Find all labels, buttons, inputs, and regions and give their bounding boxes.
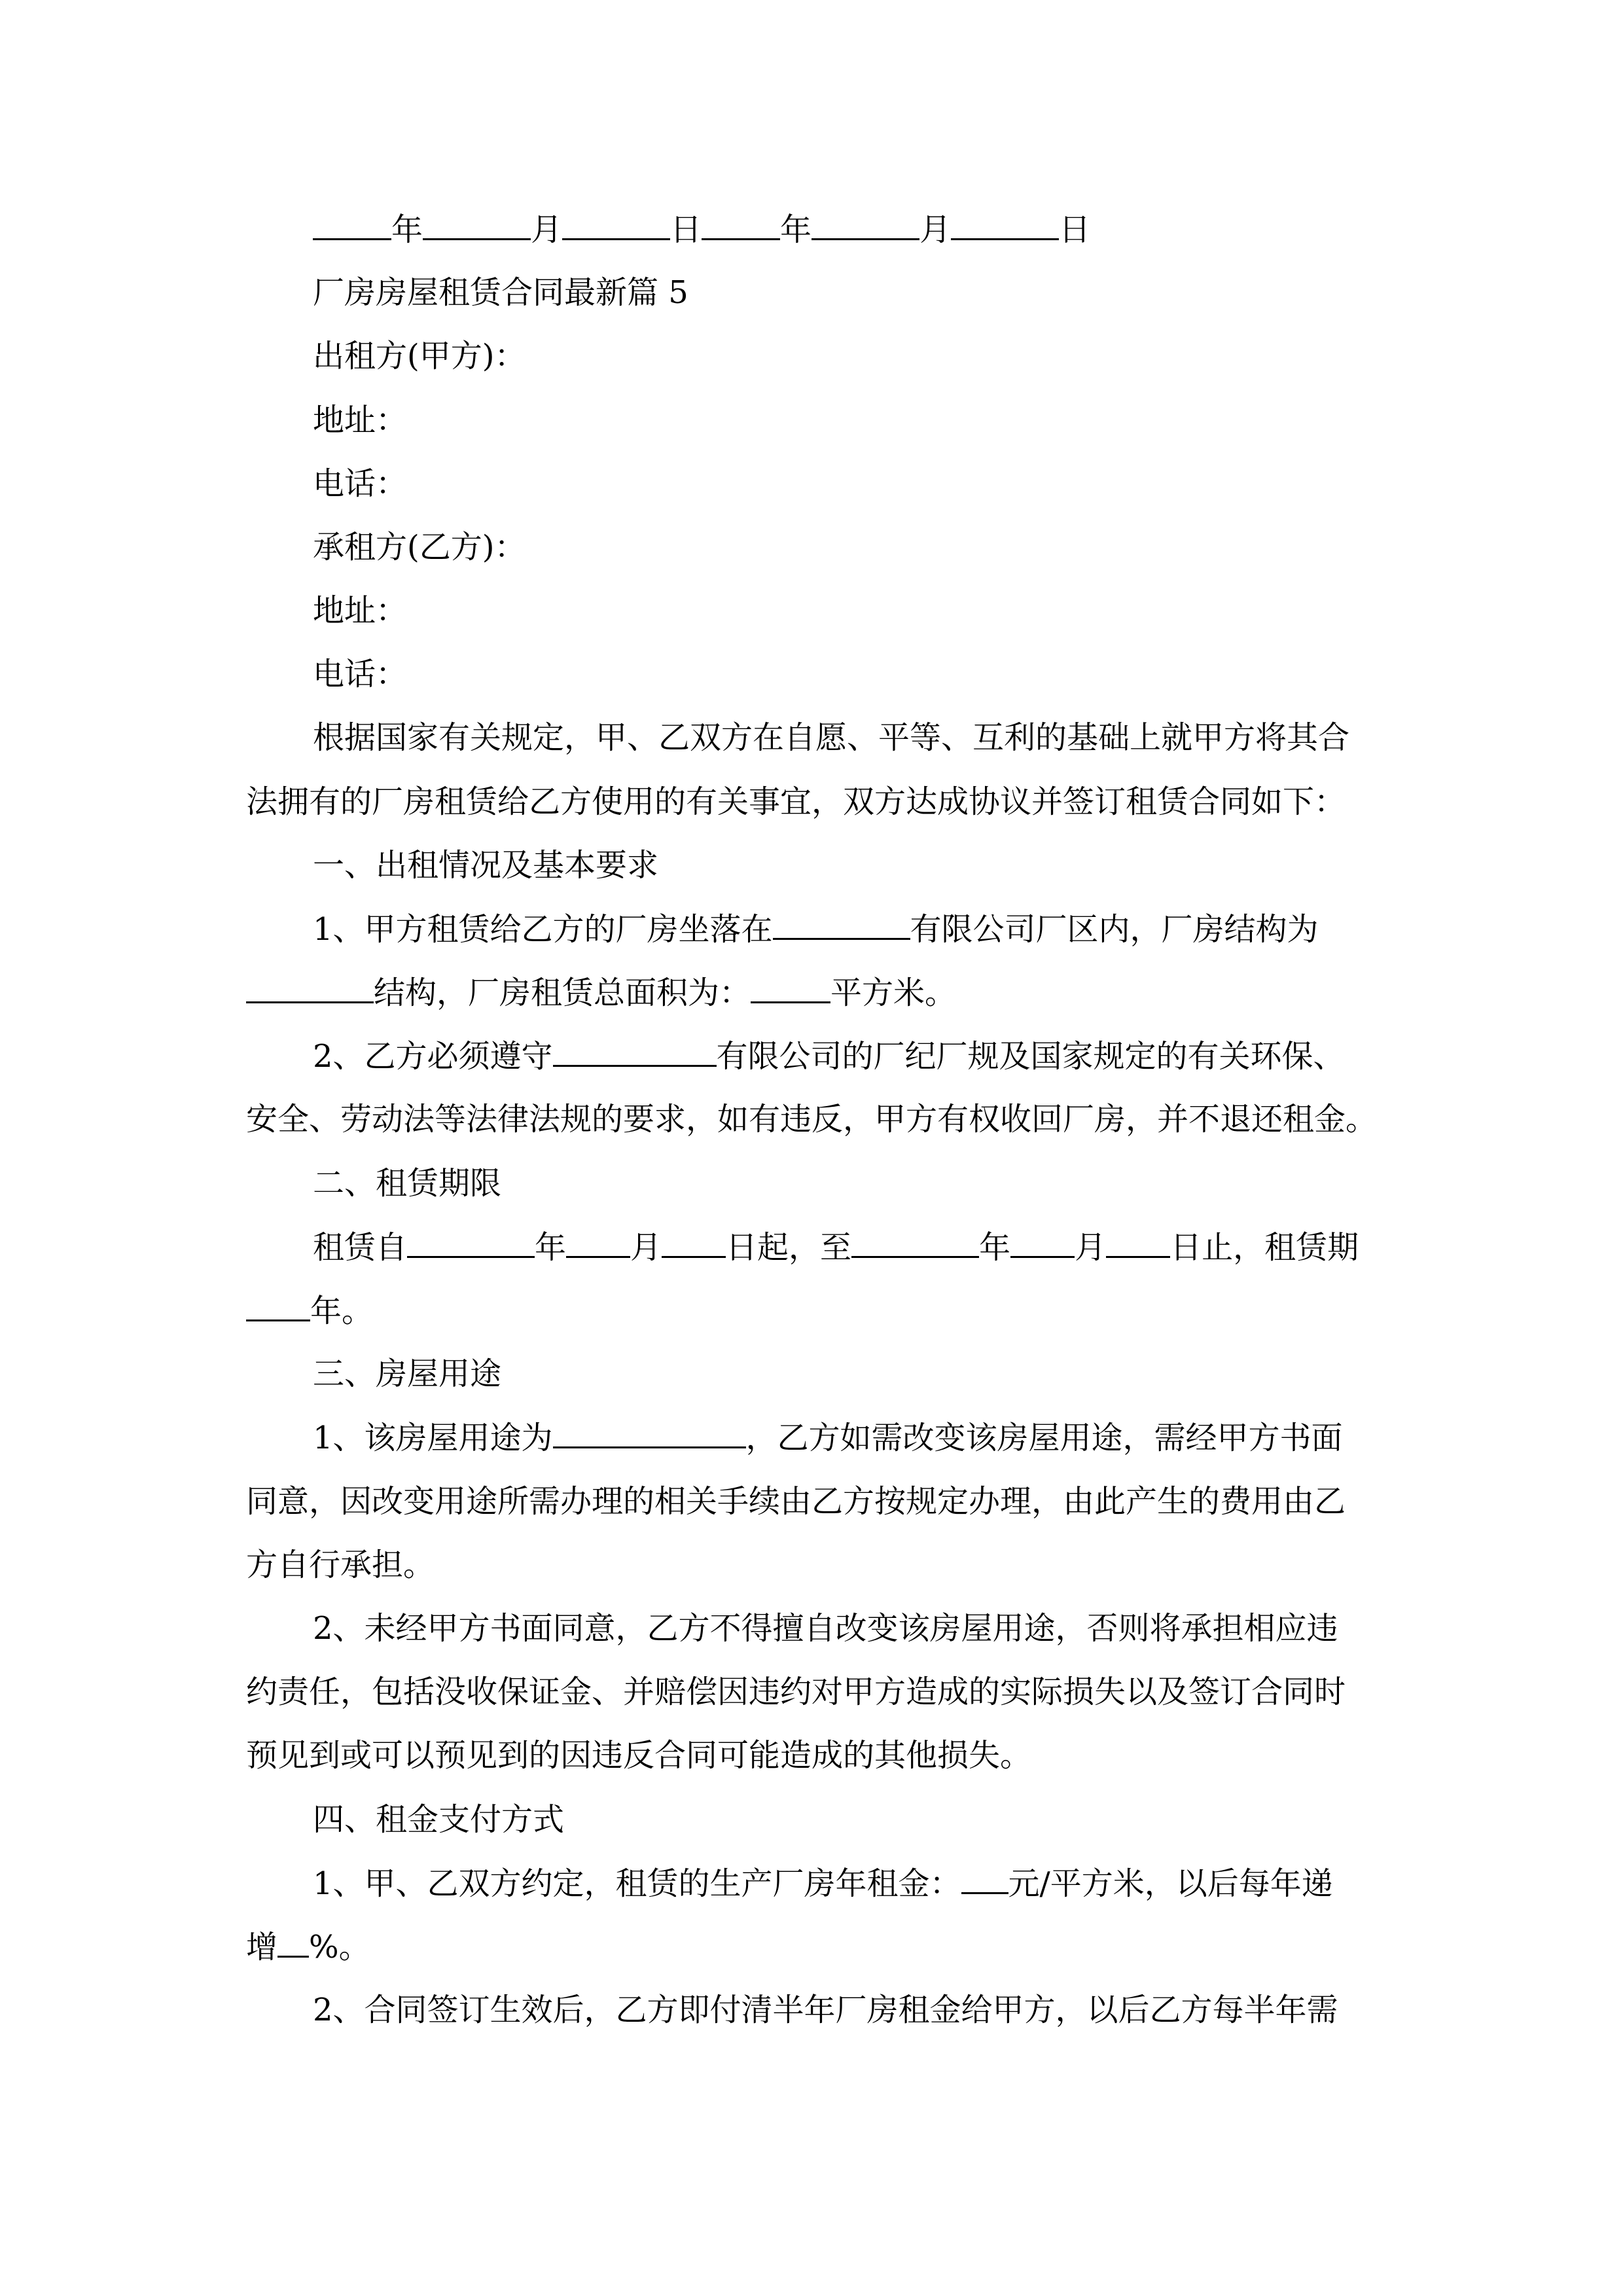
clause-4-2-line-1: 2、合同签订生效后，乙方即付清半年厂房租金给甲方，以后乙方每半年需: [313, 1992, 1338, 2028]
blank-end-year: [851, 1226, 979, 1258]
clause-1-2-line-2: 安全、劳动法等法律法规的要求，如有违反，甲方有权收回厂房，并不退还租金。: [246, 1101, 1378, 1138]
clause-text: 日止，租赁期: [1170, 1229, 1359, 1266]
clause-4-1-line-2: [246, 1926, 370, 1968]
blank-start-year: [407, 1226, 535, 1258]
clause-text: 年: [979, 1229, 1011, 1266]
section-3-heading: 三、房屋用途: [313, 1355, 502, 1392]
blank-company: [553, 1035, 717, 1067]
clause-3-1-line-3: 方自行承担。: [246, 1547, 435, 1583]
clause-1-1-line-2: [246, 971, 956, 1014]
clause-text: 平方米。: [830, 975, 957, 1011]
document-title: 厂房房屋租赁合同最新篇 5: [313, 274, 688, 311]
section-1-heading: 一、出租情况及基本要求: [313, 847, 659, 884]
lessee-label: 承租方(乙方)：: [313, 529, 526, 565]
clause-text: 租赁自: [313, 1229, 408, 1266]
blank-month-2: [812, 208, 919, 240]
lessee-phone: 电话：: [313, 656, 408, 692]
blank-increase-rate: [277, 1926, 309, 1958]
section-2-heading: 二、租赁期限: [313, 1165, 502, 1202]
clause-text: ，乙方如需改变该房屋用途，需经甲方书面: [745, 1420, 1343, 1456]
clause-4-1-line-1: [313, 1862, 1333, 1905]
clause-1-1-line-1: [313, 908, 1319, 950]
blank-end-day: [1106, 1226, 1170, 1258]
intro-line-2: 法拥有的厂房租赁给乙方使用的有关事宜，双方达成协议并签订租赁合同如下：: [246, 783, 1346, 820]
lease-term-line-1: [313, 1226, 1359, 1268]
blank-month-1: [423, 208, 531, 240]
section-4-heading: 四、租金支付方式: [313, 1801, 565, 1838]
clause-text: 有限公司的厂纪厂规及国家规定的有关环保、: [716, 1038, 1345, 1075]
clause-text: 增: [246, 1929, 278, 1965]
blank-start-day: [662, 1226, 726, 1258]
lessor-label: 出租方(甲方)：: [313, 338, 526, 374]
clause-text: 元/平方米，以后每年递: [1008, 1865, 1333, 1902]
clause-text: 日起，至: [726, 1229, 852, 1266]
date-line: [313, 208, 1090, 251]
blank-end-month: [1010, 1226, 1075, 1258]
blank-location: [773, 908, 910, 940]
blank-day-1: [562, 208, 670, 240]
blank-year-2: [702, 208, 780, 240]
clause-3-1-line-2: 同意，因改变用途所需办理的相关手续由乙方按规定办理，由此产生的费用由乙: [246, 1483, 1346, 1520]
lessee-address: 地址：: [313, 592, 408, 629]
blank-lease-years: [246, 1289, 310, 1321]
lease-term-line-2: [246, 1289, 373, 1332]
clause-text: 结构，厂房租赁总面积为：: [374, 975, 751, 1011]
blank-usage: [553, 1416, 746, 1448]
clause-text: 月: [630, 1229, 662, 1266]
date-label: 年: [780, 211, 812, 248]
clause-3-2-line-2: 约责任，包括没收保证金、并赔偿因违约对甲方造成的实际损失以及签订合同时: [246, 1674, 1346, 1710]
clause-text: 年: [535, 1229, 567, 1266]
lessor-address: 地址：: [313, 402, 408, 439]
blank-day-2: [951, 208, 1059, 240]
clause-text: 1、甲方租赁给乙方的厂房坐落在: [313, 911, 773, 948]
blank-area: [751, 971, 830, 1003]
clause-3-1-line-1: [313, 1416, 1343, 1459]
clause-3-2-line-3: 预见到或可以预见到的因违反合同可能造成的其他损失。: [246, 1737, 1032, 1774]
clause-text: 有限公司厂区内，厂房结构为: [910, 911, 1319, 948]
clause-text: 1、该房屋用途为: [313, 1420, 553, 1456]
blank-year-1: [313, 208, 391, 240]
lessor-phone: 电话：: [313, 465, 408, 502]
clause-1-2-line-1: [313, 1035, 1345, 1077]
clause-text: 年。: [310, 1293, 374, 1329]
date-label: 月: [531, 211, 563, 248]
blank-structure: [246, 971, 374, 1003]
date-label: 月: [919, 211, 952, 248]
clause-3-2-line-1: 2、未经甲方书面同意，乙方不得擅自改变该房屋用途，否则将承担相应违: [313, 1610, 1338, 1647]
blank-start-month: [566, 1226, 630, 1258]
clause-text: 2、乙方必须遵守: [313, 1038, 553, 1075]
date-label: 日: [1059, 211, 1091, 248]
clause-text: 月: [1075, 1229, 1107, 1266]
clause-text: 1、甲、乙双方约定，租赁的生产厂房年租金：: [313, 1865, 961, 1902]
date-label: 日: [670, 211, 702, 248]
clause-text: %。: [309, 1929, 370, 1965]
intro-line-1: 根据国家有关规定，甲、乙双方在自愿、平等、互利的基础上就甲方将其合: [313, 719, 1350, 756]
blank-rent: [961, 1862, 1008, 1894]
date-label: 年: [391, 211, 423, 248]
